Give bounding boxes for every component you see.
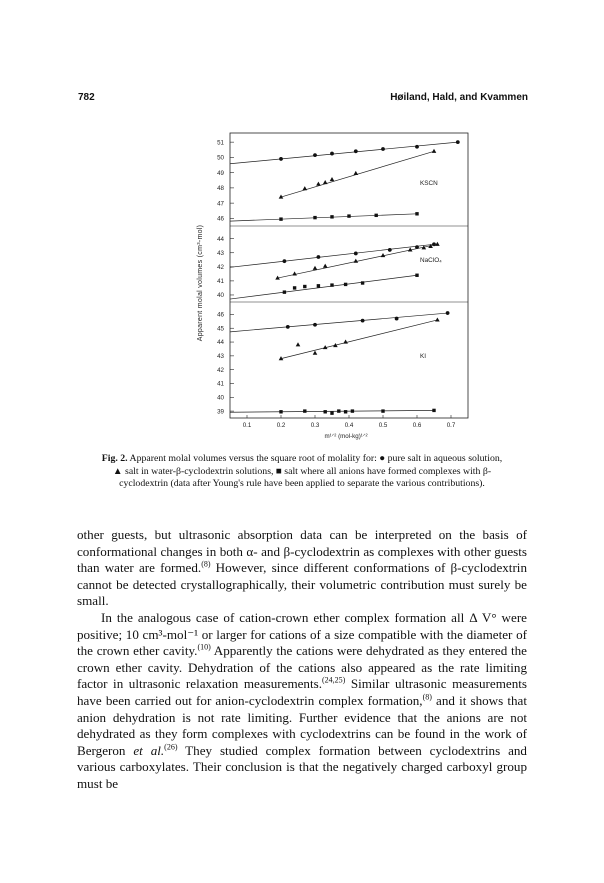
y-tick-label: 43	[217, 249, 224, 257]
salt-cd-point	[292, 271, 297, 275]
salt-cd-point	[354, 171, 359, 175]
salt-cd-point	[343, 340, 348, 344]
complexed-point	[303, 409, 306, 412]
complexed-point	[344, 410, 347, 413]
plot-frame	[230, 133, 468, 418]
complexed-point	[330, 411, 333, 414]
complexed-point	[317, 284, 320, 287]
y-tick-label: 40	[217, 292, 224, 300]
citation: (8)	[201, 559, 211, 569]
salt-cd-point	[296, 342, 301, 346]
paragraph-1: other guests, but ultrasonic absorption data can be interpreted on the basis of conformational changes in both α- and β-cyclodextrin as complexes with other guests than water are formed.$^{(8)}$ However, since different conformations of β-cyclodextrin cannot be detected crystallographically, their volumetric contribution must surely be small.	[77, 527, 527, 609]
page-number: 782	[78, 92, 95, 103]
y-tick-label: 39	[217, 408, 224, 416]
complexed-point	[351, 409, 354, 412]
salt-cd-point	[432, 149, 437, 153]
complexed-point	[415, 274, 418, 277]
complexed-point	[337, 409, 340, 412]
y-tick-label: 47	[217, 200, 224, 208]
pure-salt-point	[388, 248, 392, 252]
pure-salt-point	[283, 259, 287, 263]
salt-cd-point	[435, 317, 440, 321]
pure-salt-point	[415, 145, 419, 149]
caption-text: Apparent molal volumes versus the square root of molality for: ● pure salt in aqueous solution, ▲ salt in water-β-cyclodextrin solutions, ■ salt where all anions have formed complexes with β-cyclodextrin (data after Young's rule have been applied to separate the various contributions).	[112, 453, 503, 490]
x-tick-label: 0.6	[412, 422, 422, 429]
complexed-point	[279, 410, 282, 413]
x-tick-label: 0.5	[378, 422, 388, 429]
series-line	[230, 244, 434, 267]
citation: (24,25)	[322, 675, 346, 685]
complexed-point	[415, 212, 418, 215]
citation: (10)	[197, 642, 211, 652]
complexed-point	[375, 214, 378, 217]
paragraph-2: In the analogous case of cation-crown ether complex formation all Δ V° were positive; 10 cm³-mol⁻¹ or larger for cations of a size compatible with the diameter of the crown ether cavity.$^{(10)}$ Apparently the cations were dehydrated as they entered the crown ether cavity. Dehydration of the cations also appeared as the rate limiting factor in ultrasonic relaxation measurements.$^{(24,25)}$ Similar ultrasonic measurements have been carried out for anion-cyclodextrin complex formation,$^{(8)}$ and it shows that anion dehydration is not rate limiting. Further evidence that the anions are not dehydrated as they form complexes with cyclodextrins can be found in the work of Bergeron et al.$^{(26)}$ They studied complex formation between cyclodextrins and various carboxylates. Their conclusion is that the negatively charged carboxyl group must be	[77, 609, 528, 791]
series-line	[230, 142, 458, 164]
complexed-point	[330, 283, 333, 286]
complexed-point	[313, 216, 316, 219]
series-line	[230, 275, 417, 299]
y-tick-label: 48	[217, 185, 224, 193]
panel-label: KSCN	[420, 180, 438, 187]
x-tick-label: 0.4	[344, 422, 354, 429]
complexed-point	[279, 217, 282, 220]
pure-salt-point	[456, 140, 460, 144]
complexed-point	[283, 290, 286, 293]
pure-salt-point	[313, 323, 317, 327]
series-line	[278, 244, 438, 278]
complexed-point	[381, 409, 384, 412]
complexed-point	[324, 410, 327, 413]
series-line	[230, 214, 417, 221]
pure-salt-point	[330, 152, 334, 156]
salt-cd-point	[316, 182, 321, 186]
complexed-point	[361, 281, 364, 284]
pure-salt-point	[354, 149, 358, 153]
salt-cd-point	[313, 351, 318, 355]
y-tick-label: 51	[217, 139, 224, 147]
salt-cd-point	[323, 180, 328, 184]
complexed-point	[432, 409, 435, 412]
salt-cd-point	[323, 264, 328, 268]
salt-cd-point	[303, 186, 308, 190]
pure-salt-point	[317, 255, 321, 259]
figure-caption	[96, 453, 508, 491]
body-text	[77, 527, 527, 793]
y-tick-label: 45	[217, 325, 224, 333]
y-tick-label: 41	[217, 278, 224, 286]
complexed-point	[344, 283, 347, 286]
complexed-point	[330, 215, 333, 218]
x-tick-label: 0.2	[276, 422, 286, 429]
pure-salt-point	[313, 153, 317, 157]
series-line	[230, 313, 448, 332]
y-tick-label: 46	[217, 215, 224, 223]
citation: (8)	[422, 692, 432, 702]
complexed-point	[303, 285, 306, 288]
y-tick-label: 50	[217, 154, 224, 162]
y-tick-label: 42	[217, 366, 224, 374]
complexed-point	[347, 214, 350, 217]
x-tick-label: 0.3	[310, 422, 320, 429]
pure-salt-point	[354, 252, 358, 256]
et-al: et al.	[133, 742, 165, 758]
salt-cd-point	[354, 259, 359, 263]
pure-salt-point	[361, 319, 365, 323]
pure-salt-point	[279, 157, 283, 161]
y-tick-label: 43	[217, 353, 224, 361]
pure-salt-point	[381, 147, 385, 151]
y-tick-label: 49	[217, 169, 224, 177]
salt-cd-point	[313, 266, 318, 270]
pure-salt-point	[446, 311, 450, 315]
citation: (26)	[164, 742, 178, 752]
y-tick-label: 40	[217, 394, 224, 402]
complexed-point	[293, 286, 296, 289]
y-axis-label: Apparent molal volumes (cm³-mol)	[197, 224, 204, 342]
panel-label: NaClO₄	[420, 257, 442, 264]
y-tick-label: 44	[217, 235, 224, 243]
y-tick-label: 42	[217, 264, 224, 272]
x-tick-label: 0.1	[242, 422, 252, 429]
panel-label: KI	[420, 353, 427, 360]
x-tick-label: 0.7	[446, 422, 456, 429]
salt-cd-point	[330, 177, 335, 181]
caption-label: Fig. 2.	[101, 453, 128, 464]
x-axis-label: m¹ᐟ² (mol-kg)¹ᐟ²	[324, 433, 368, 440]
running-head: Høiland, Hald, and Kvammen	[390, 92, 528, 103]
y-tick-label: 41	[217, 380, 224, 388]
pure-salt-point	[286, 325, 290, 329]
pure-salt-point	[395, 317, 399, 321]
y-tick-label: 44	[217, 339, 224, 347]
y-tick-label: 46	[217, 311, 224, 319]
